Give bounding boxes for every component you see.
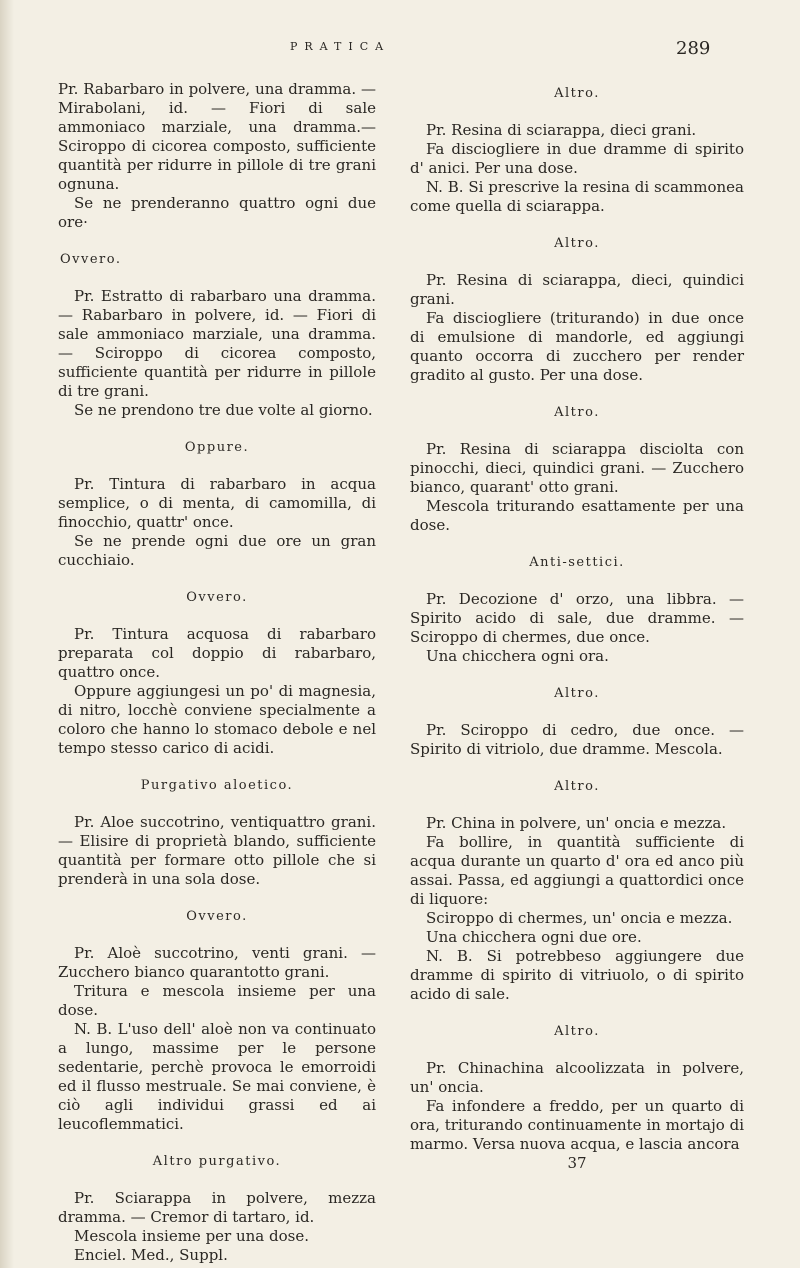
paragraph: Una chicchera ogni due ore. — [426, 928, 642, 946]
paragraph: Pr. Tintura acquosa di rabarbaro preparata col doppio di rabarbaro, quattro once. — [58, 625, 376, 681]
signature-mark: 37 — [567, 1154, 587, 1172]
paragraph: Pr. Chinachina alcoolizzata in polvere, un' oncia. — [410, 1059, 744, 1096]
paragraph: N. B. Si prescrive la resina di scammonea come quella di sciarappa. — [410, 178, 744, 215]
section-heading: Oppure. — [184, 440, 250, 455]
paragraph: N. B. L'uso dell' aloè non va continuato a lungo, massime per le persone sedentarie, perchè provoca le emorroidi ed il flusso mestruale. Se mai conviene, è ciò agli individui grassi ed ai leucoflemmatici. — [58, 1020, 376, 1133]
paragraph: Pr. Decozione d' orzo, una libbra. — Spirito acido di sale, due dramme. — Sciroppo di chermes, due once. — [410, 590, 744, 646]
footer-signature: Enciel. Med., Suppl. — [74, 1246, 228, 1264]
page-number: 289 — [676, 38, 711, 59]
paragraph: Pr. Aloè succotrino, venti grani. — Zucchero bianco quarantotto grani. — [58, 944, 376, 981]
paragraph: Fa disciogliere (triturando) in due once di emulsione di mandorle, ed aggiungi quanto occorra di zucchero per render gradito al gusto. Per una dose. — [410, 309, 744, 384]
paragraph: Pr. Tintura di rabarbaro in acqua semplice, o di menta, di camomilla, di finocchio, quattr' once. — [58, 475, 376, 531]
paragraph: Mescola triturando esattamente per una dose. — [410, 497, 744, 534]
paragraph: Pr. Resina di sciarappa, dieci grani. — [426, 121, 697, 139]
paragraph: Oppure aggiungesi un po' di magnesia, di nitro, locchè conviene specialmente a coloro che hanno lo stomaco debole e nel tempo stesso carico di acidi. — [58, 682, 376, 757]
page-header — [0, 40, 800, 70]
page-edge-shadow — [0, 0, 14, 1268]
section-heading: Altro. — [554, 1024, 600, 1039]
paragraph: Una chicchera ogni ora. — [426, 647, 609, 665]
paragraph: Fa disciogliere in due dramme di spirito d' anici. Per una dose. — [410, 140, 744, 177]
paragraph: N. B. Si potrebbeso aggiungere due dramme di spirito di vitriuolo, o di spirito acido di sale. — [410, 947, 744, 1003]
section-heading: Altro. — [554, 779, 600, 794]
paragraph: Se ne prende ogni due ore un gran cucchiaio. — [58, 532, 376, 569]
right-column — [410, 80, 744, 1173]
paragraph: Pr. Resina di sciarappa disciolta con pinocchi, dieci, quindici grani. — Zucchero bianco, quarant' otto grani. — [410, 440, 744, 496]
section-heading: Ovvero. — [186, 590, 248, 605]
section-heading: Purgativo aloetico. — [140, 778, 294, 793]
left-column — [58, 80, 376, 1265]
paragraph: Pr. Sciroppo di cedro, due once. — Spirito di vitriolo, due dramme. Mescola. — [410, 721, 744, 758]
section-heading: Altro. — [554, 686, 600, 701]
section-heading: Altro. — [554, 405, 600, 420]
paragraph: Pr. Rabarbaro in polvere, una dramma. — Mirabolani, id. — Fiori di sale ammoniaco marziale, una dramma.— Sciroppo di cicorea composto, sufficiente quantità per ridurre in pillole di tre grani ognuna. — [58, 80, 376, 193]
paragraph: Pr. Sciarappa in polvere, mezza dramma. — Cremor di tartaro, id. — [58, 1189, 376, 1226]
paragraph: Pr. Estratto di rabarbaro una dramma. — Rabarbaro in polvere, id. — Fiori di sale ammoniaco marziale, una dramma. — Sciroppo di cicorea composto, sufficiente quantità per ridurre in pillole di tre grani. — [58, 287, 376, 400]
section-heading: Altro. — [554, 86, 600, 101]
paragraph: Fa bollire, in quantità sufficiente di acqua durante un quarto d' ora ed anco più assai. Passa, ed aggiungi a quattordici once di liquore: — [410, 833, 744, 908]
paragraph: Fa infondere a freddo, per un quarto di ora, triturando continuamente in mortajo di marmo. Versa nuova acqua, e lascia ancora — [410, 1097, 744, 1153]
section-heading: Ovvero. — [60, 252, 122, 267]
section-heading: Anti-settici. — [529, 555, 625, 570]
section-heading: Altro purgativo. — [152, 1154, 282, 1169]
section-heading: Ovvero. — [186, 909, 248, 924]
paragraph: Tritura e mescola insieme per una dose. — [58, 982, 376, 1019]
paragraph: Pr. China in polvere, un' oncia e mezza. — [426, 814, 727, 832]
paragraph: Se ne prendono tre due volte al giorno. — [74, 401, 373, 419]
paragraph: Se ne prenderanno quattro ogni due ore· — [58, 194, 376, 231]
paragraph: Pr. Aloe succotrino, ventiquattro grani. — Elisire di proprietà blando, sufficiente quantità per formare otto pillole che si prenderà in una sola dose. — [58, 813, 376, 888]
paragraph: Sciroppo di chermes, un' oncia e mezza. — [426, 909, 733, 927]
section-heading: Altro. — [554, 236, 600, 251]
paragraph: Mescola insieme per una dose. — [74, 1227, 309, 1245]
running-title: PRATICA — [290, 40, 391, 53]
paragraph: Pr. Resina di sciarappa, dieci, quindici grani. — [410, 271, 744, 308]
